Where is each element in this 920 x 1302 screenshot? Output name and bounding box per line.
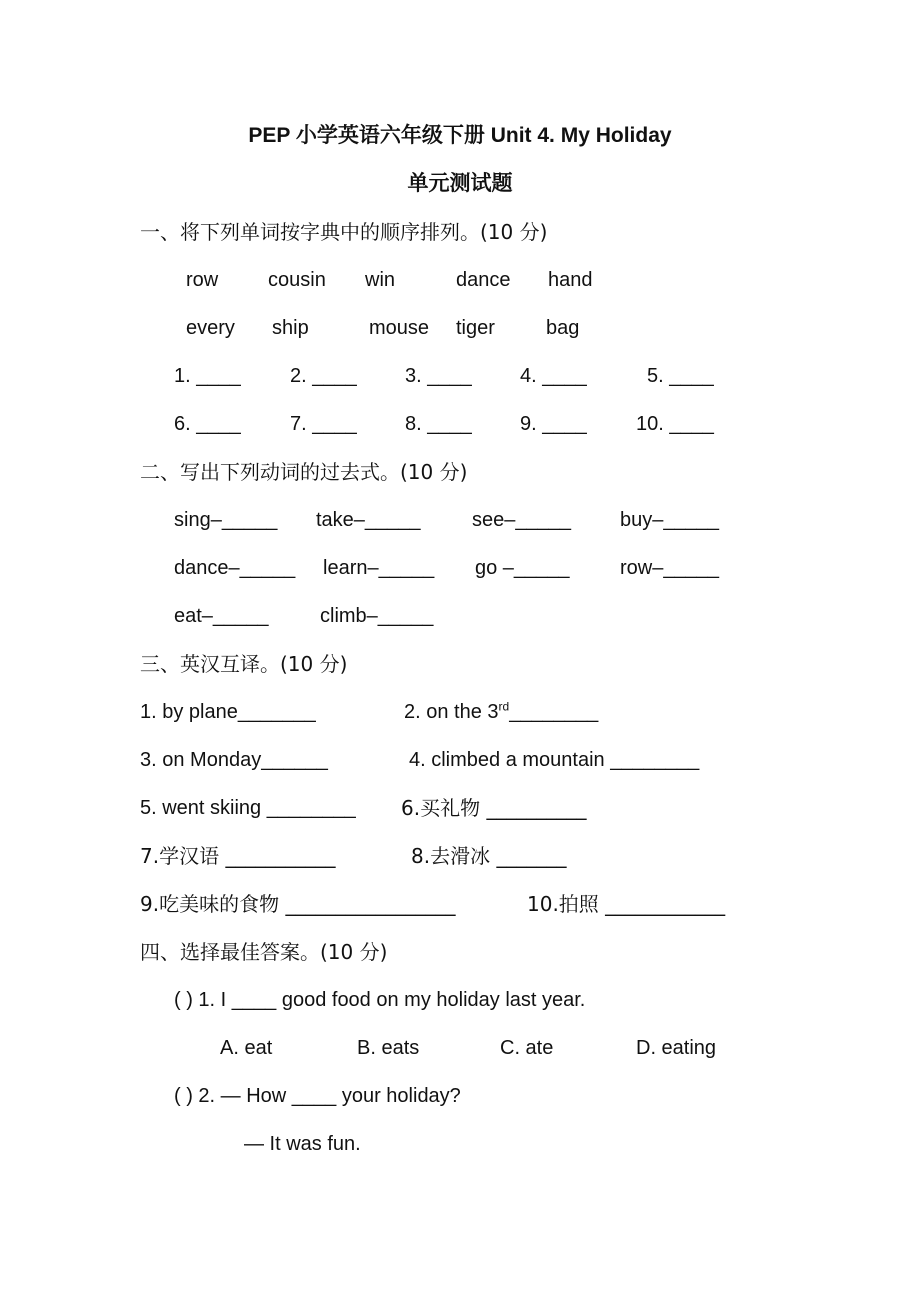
translate-item-4[interactable]: 4. climbed a mountain ________ xyxy=(409,749,700,771)
option-d[interactable]: D. eating xyxy=(636,1037,717,1059)
choice-question-1[interactable]: ( ) 1. I ____ good food on my holiday last year. xyxy=(174,989,586,1011)
answer-blank[interactable]: 4. ____ xyxy=(520,365,587,387)
verb-blank[interactable]: eat–_____ xyxy=(174,605,269,627)
word-item: bag xyxy=(546,317,580,339)
word-item: hand xyxy=(548,269,593,291)
option-b[interactable]: B. eats xyxy=(357,1037,420,1059)
verb-blank[interactable]: buy–_____ xyxy=(620,509,719,531)
word-item: mouse xyxy=(369,317,430,339)
answer-blank[interactable]: 2. ____ xyxy=(290,365,357,387)
word-item: win xyxy=(365,269,396,291)
answer-blank[interactable]: 1. ____ xyxy=(174,365,241,387)
translate-item-8[interactable]: 8.去滑冰 _______ xyxy=(411,844,567,868)
translate-item-2[interactable] xyxy=(404,700,598,724)
word-item: dance xyxy=(456,269,511,291)
page-title: PEP 小学英语六年级下册 Unit 4. My Holiday xyxy=(248,124,672,147)
option-c[interactable]: C. ate xyxy=(500,1037,554,1059)
page-subtitle: 单元测试题 xyxy=(407,172,513,195)
verb-blank[interactable]: row–_____ xyxy=(620,557,719,579)
verb-blank[interactable]: sing–_____ xyxy=(174,509,278,531)
answer-blank[interactable]: 5. ____ xyxy=(647,365,714,387)
verb-blank[interactable]: climb–_____ xyxy=(320,605,434,627)
translate-item-9[interactable]: 9.吃美味的食物 _________________ xyxy=(140,892,456,916)
answer-blank[interactable]: 10. ____ xyxy=(636,413,714,435)
word-item: cousin xyxy=(268,269,326,291)
choice-question-2[interactable]: ( ) 2. — How ____ your holiday? xyxy=(174,1085,461,1107)
answer-blank[interactable]: 6. ____ xyxy=(174,413,241,435)
translate-item-5[interactable]: 5. went skiing ________ xyxy=(140,797,356,819)
section-4-heading: 四、选择最佳答案。(10 分) xyxy=(140,940,388,964)
word-item: tiger xyxy=(456,317,495,339)
dialogue-reply: — It was fun. xyxy=(244,1133,361,1155)
verb-blank[interactable]: see–_____ xyxy=(472,509,571,531)
translate-item-6[interactable]: 6.买礼物 __________ xyxy=(401,796,587,820)
section-2-heading: 二、写出下列动词的过去式。(10 分) xyxy=(140,460,468,484)
verb-blank[interactable]: take–_____ xyxy=(316,509,421,531)
section-1-heading: 一、将下列单词按字典中的顺序排列。(10 分) xyxy=(140,220,548,244)
ordinal-suffix: rd xyxy=(498,699,510,714)
answer-blank[interactable]: 7. ____ xyxy=(290,413,357,435)
verb-blank[interactable]: dance–_____ xyxy=(174,557,296,579)
word-item: ship xyxy=(272,317,309,339)
option-a[interactable]: A. eat xyxy=(220,1037,273,1059)
verb-blank[interactable]: learn–_____ xyxy=(323,557,435,579)
verb-blank[interactable]: go –_____ xyxy=(475,557,570,579)
answer-blank[interactable]: 3. ____ xyxy=(405,365,472,387)
translate-item-10[interactable]: 10.拍照 ____________ xyxy=(527,892,726,916)
word-item: every xyxy=(186,317,235,339)
translate-item-3[interactable]: 3. on Monday______ xyxy=(140,749,328,771)
answer-blank[interactable]: 9. ____ xyxy=(520,413,587,435)
translate-item-1[interactable]: 1. by plane_______ xyxy=(140,701,316,723)
section-3-heading: 三、英汉互译。(10 分) xyxy=(140,652,348,676)
translate-item-2-blank: ________ xyxy=(509,701,599,723)
translate-item-2-text: 2. on the 3 xyxy=(404,701,499,723)
answer-blank[interactable]: 8. ____ xyxy=(405,413,472,435)
word-item: row xyxy=(186,269,219,291)
translate-item-7[interactable]: 7.学汉语 ___________ xyxy=(140,844,336,868)
